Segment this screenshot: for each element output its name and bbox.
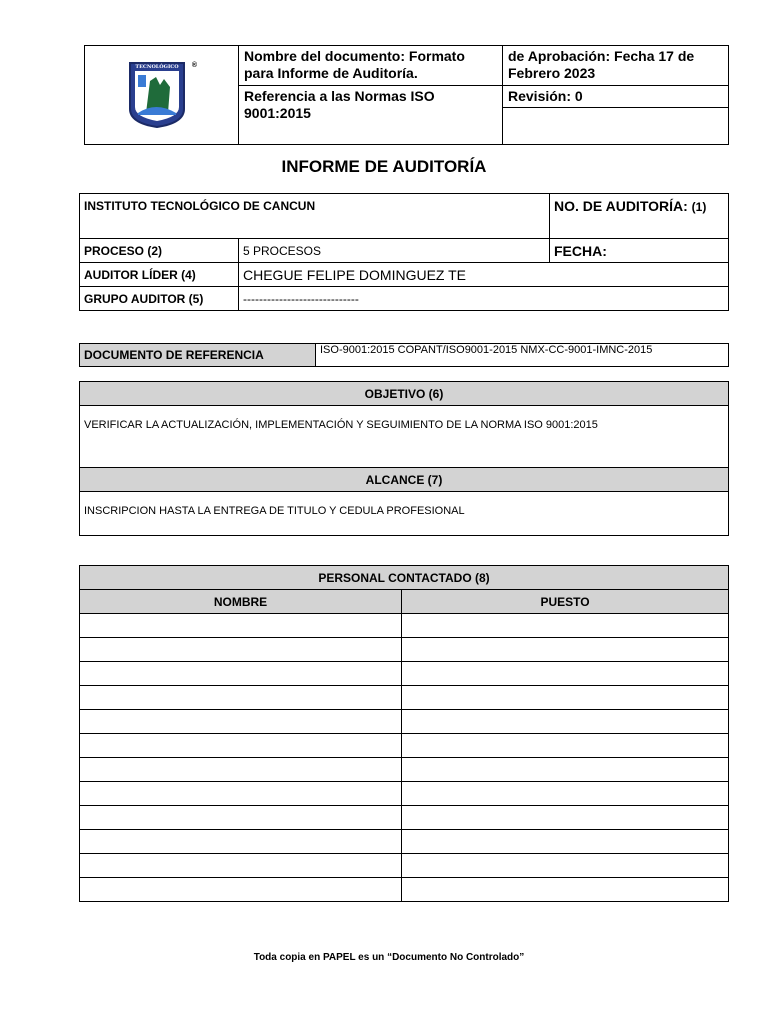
table-row: [80, 614, 729, 638]
institute-name: INSTITUTO TECNOLÓGICO DE CANCUN: [80, 194, 550, 239]
position-cell[interactable]: [402, 710, 729, 734]
name-cell[interactable]: [80, 758, 402, 782]
process-label: PROCESO (2): [80, 239, 239, 263]
table-row: [80, 830, 729, 854]
position-cell[interactable]: [402, 782, 729, 806]
position-cell[interactable]: [402, 878, 729, 902]
name-cell[interactable]: [80, 830, 402, 854]
registered-mark-icon: ®: [191, 62, 198, 69]
table-row: [80, 782, 729, 806]
personnel-header: PERSONAL CONTACTADO (8): [80, 566, 729, 590]
audit-group-label: GRUPO AUDITOR (5): [80, 287, 239, 311]
scope-text: INSCRIPCION HASTA LA ENTREGA DE TITULO Y CEDULA PROFESIONAL: [80, 492, 729, 536]
table-row: [80, 758, 729, 782]
position-cell[interactable]: [402, 638, 729, 662]
institute-logo-icon: [126, 57, 188, 129]
position-cell[interactable]: [402, 806, 729, 830]
name-cell[interactable]: [80, 662, 402, 686]
revision-cell: Revisión: 0: [503, 86, 729, 108]
name-cell[interactable]: [80, 710, 402, 734]
position-cell[interactable]: [402, 758, 729, 782]
table-row: [80, 854, 729, 878]
name-cell[interactable]: [80, 734, 402, 758]
page-title: INFORME DE AUDITORÍA: [281, 157, 487, 176]
position-cell[interactable]: [402, 854, 729, 878]
name-cell[interactable]: [80, 806, 402, 830]
lead-auditor-label: AUDITOR LÍDER (4): [80, 263, 239, 287]
date-label: FECHA:: [550, 239, 729, 263]
name-cell[interactable]: [80, 782, 402, 806]
position-cell[interactable]: [402, 734, 729, 758]
name-cell[interactable]: [80, 854, 402, 878]
objective-scope-table: [79, 381, 729, 536]
objective-header: OBJETIVO (6): [80, 382, 729, 406]
name-column-header: NOMBRE: [80, 590, 402, 614]
table-row: [80, 662, 729, 686]
audit-info-table: [79, 193, 729, 311]
logo-text: TECNOLÓGICO: [135, 64, 179, 70]
table-row: [80, 734, 729, 758]
position-cell[interactable]: [402, 830, 729, 854]
scope-header: ALCANCE (7): [80, 468, 729, 492]
audit-number-cell: [550, 194, 729, 239]
doc-name-cell: Nombre del documento: Formato para Informe de Auditoría.: [239, 46, 503, 86]
table-row: [80, 806, 729, 830]
objective-text: VERIFICAR LA ACTUALIZACIÓN, IMPLEMENTACIÓN Y SEGUIMIENTO DE LA NORMA ISO 9001:2015: [80, 406, 729, 468]
empty-header-cell: [503, 108, 729, 145]
name-cell[interactable]: [80, 614, 402, 638]
process-value: 5 PROCESOS: [239, 239, 550, 263]
footer-note: Toda copia en PAPEL es un “Documento No Controlado”: [253, 952, 525, 963]
position-cell[interactable]: [402, 686, 729, 710]
approval-cell: de Aprobación: Fecha 17 de Febrero 2023: [503, 46, 729, 86]
reference-value: ISO-9001:2015 COPANT/ISO9001-2015 NMX-CC-9001-IMNC-2015: [316, 344, 729, 367]
audit-group-value: -----------------------------: [239, 287, 729, 311]
position-cell[interactable]: [402, 662, 729, 686]
table-row: [80, 710, 729, 734]
table-row: [80, 686, 729, 710]
table-row: [80, 638, 729, 662]
position-cell[interactable]: [402, 614, 729, 638]
lead-auditor-value: CHEGUE FELIPE DOMINGUEZ TE: [239, 263, 729, 287]
audit-number-value: (1): [691, 200, 707, 214]
document-header: [84, 45, 729, 145]
audit-number-label: NO. DE AUDITORÍA:: [554, 198, 688, 214]
personnel-table: [79, 565, 729, 902]
name-cell[interactable]: [80, 638, 402, 662]
position-column-header: PUESTO: [402, 590, 729, 614]
reference-label: DOCUMENTO DE REFERENCIA: [80, 344, 316, 367]
norm-reference-cell: Referencia a las Normas ISO 9001:2015: [239, 86, 503, 145]
logo-cell: [85, 46, 239, 145]
name-cell[interactable]: [80, 686, 402, 710]
reference-document-table: [79, 343, 729, 367]
table-row: [80, 878, 729, 902]
name-cell[interactable]: [80, 878, 402, 902]
